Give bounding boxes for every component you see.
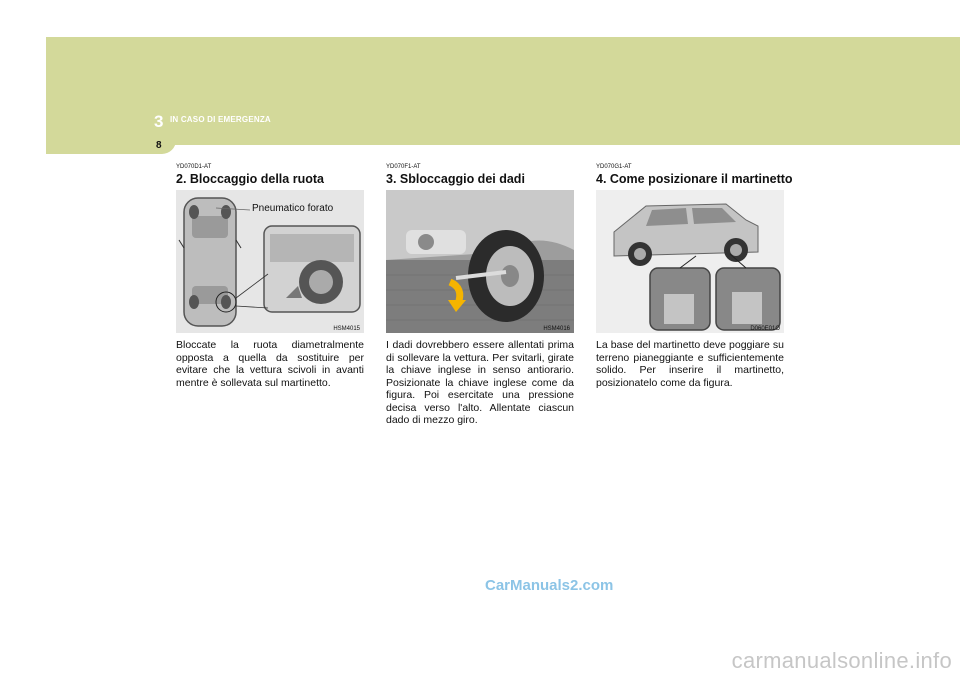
section-jack-position — [596, 164, 793, 389]
section-code: YD070G1-AT — [596, 164, 632, 170]
header-band — [46, 37, 960, 145]
section-code: YD070F1-AT — [386, 164, 421, 170]
figure-code: HSM4015 — [333, 326, 360, 332]
figure-jack-position — [596, 190, 784, 333]
figure-code: HSM4016 — [543, 326, 570, 332]
page-number: 8 — [156, 140, 162, 151]
flat-tire-callout: Pneumatico forato — [252, 203, 334, 214]
section-title: 2. Bloccaggio della ruota — [176, 172, 324, 186]
figure-wheel-blocking — [176, 190, 364, 333]
section-wheel-blocking — [176, 164, 364, 389]
wrench-on-wheel-illustration — [386, 190, 574, 333]
figure-loosen-nuts — [386, 190, 574, 333]
watermark-link[interactable]: CarManuals2.com — [485, 577, 614, 594]
chapter-number: 3 — [154, 112, 164, 131]
figure-code: D060E01O — [750, 326, 780, 332]
section-body: I dadi dovrebbero essere allentati prima di sollevare la vettura. Per svitarli, girate la chiave inglese in senso antiorario. Posizionate la chiave inglese come da figura. Poi esercitate una pressione decisa verso l'alto. Allentate ciascun dado di mezzo giro. — [386, 339, 574, 426]
section-title: 4. Come posizionare il martinetto — [596, 172, 793, 186]
section-body: Bloccate la ruota diametralmente opposta a quella da sostituire per evitare che la vettura scivoli in avanti mentre è sollevata sul martinetto. — [176, 339, 364, 389]
section-body: La base del martinetto deve poggiare su terreno pianeggiante e sufficientemente solido. Per inserire il martinetto, posizionatelo come da figura. — [596, 339, 784, 389]
section-loosen-nuts — [386, 164, 574, 427]
section-code: YD070D1-AT — [176, 164, 212, 170]
suv-jack-illustration — [596, 190, 784, 333]
section-title: 3. Sbloccaggio dei dadi — [386, 172, 525, 186]
chapter-title: IN CASO DI EMERGENZA — [170, 115, 271, 124]
footer-watermark: carmanualsonline.info — [731, 648, 952, 673]
